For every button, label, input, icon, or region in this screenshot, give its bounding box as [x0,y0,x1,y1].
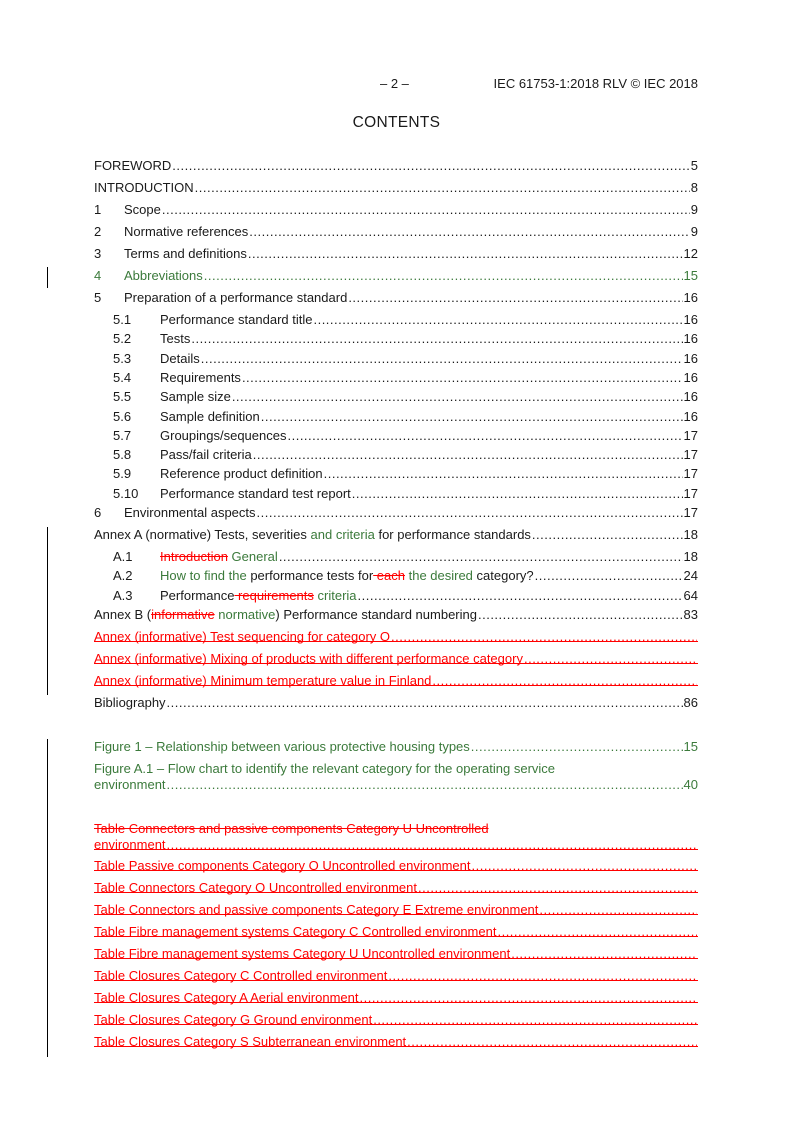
entry-text: environment [94,837,166,852]
entry-number: 1 [94,202,102,217]
dot-leader [478,607,683,623]
table-entry[interactable] [94,946,698,962]
table-entry[interactable] [94,902,698,918]
entry-text: Tests [160,331,191,346]
dot-leader [497,924,697,940]
page-ref: 16 [683,351,698,366]
page-ref: 8 [690,180,698,195]
entry-number: 5.7 [113,428,132,443]
dot-leader [532,527,683,543]
deleted-text: informative [151,607,215,622]
page-ref: 18 [683,527,698,542]
page-ref: 16 [683,409,698,424]
inserted-text: General [227,549,278,564]
entry-text: INTRODUCTION [94,180,194,195]
entry-title [94,880,417,896]
dot-leader [471,739,683,755]
entry-title [94,946,510,962]
toc-entry[interactable] [94,695,698,711]
entry-text: Table Connectors and passive components Category E Extreme environment [94,902,539,917]
entry-text: Table Closures Category G Ground environment [94,1012,373,1027]
page-ref: 15 [683,268,698,283]
entry-text: performance tests for [246,568,374,583]
entry-text: Reference product definition [160,466,323,481]
dot-leader [524,651,697,667]
toc-entry[interactable] [113,588,698,604]
figure-entry[interactable] [94,739,698,755]
entry-title [94,673,431,689]
dot-leader [391,629,697,645]
page-ref: 5 [690,158,698,173]
toc-entry[interactable] [113,370,698,386]
change-bar [47,739,48,1057]
dot-leader [242,370,683,386]
inserted-text: and criteria [310,527,375,542]
table-entry[interactable] [94,924,698,940]
page-ref: 18 [683,549,698,564]
inserted-text: criteria [313,588,357,603]
toc-entry[interactable] [113,312,698,328]
toc-entry[interactable] [113,447,698,463]
dot-leader [201,351,683,367]
entry-title [94,1012,372,1028]
toc-entry[interactable] [94,673,698,689]
entry-text: Performance standard test report [160,486,351,501]
toc-entry[interactable] [113,409,698,425]
toc-entry[interactable] [94,202,698,218]
table-entry[interactable] [94,880,698,896]
entry-text: for performance standards [374,527,531,542]
dot-leader [257,505,683,521]
entry-number: 5.9 [113,466,132,481]
toc-entry[interactable] [94,527,698,543]
toc-entry[interactable] [113,549,698,565]
figure-entry[interactable] [94,777,698,793]
dot-leader [167,777,683,793]
entry-title [94,924,496,940]
entry-title [160,312,312,328]
entry-text: Annex (informative) Mixing of products with different performance category [94,651,523,666]
entry-number: A.2 [113,568,133,583]
page-ref: 17 [683,447,698,462]
page-ref: 9 [690,202,698,217]
entry-text: Table Connectors Category O Uncontrolled environment [94,880,418,895]
entry-title [94,695,166,711]
entry-title [94,968,387,984]
dot-leader [172,158,689,174]
entry-text: environment [94,777,166,792]
entry-number: 4 [94,268,102,283]
dot-leader [287,428,682,444]
page-ref: 17 [683,486,698,501]
dot-leader [324,466,683,482]
page-ref: 17 [683,466,698,481]
entry-title [160,447,252,463]
dot-leader [535,568,683,584]
page-ref: 64 [683,588,698,603]
table-entry[interactable] [94,837,698,853]
entry-text: Preparation of a performance standard [124,290,348,305]
page-title: CONTENTS [352,114,441,131]
page-ref: 40 [683,777,698,792]
entry-number: A.1 [113,549,133,564]
entry-title [160,486,351,502]
dot-leader [348,290,682,306]
entry-number: 5.10 [113,486,139,501]
toc-entry[interactable] [94,158,698,174]
entry-text: Scope [124,202,161,217]
dot-leader [191,331,682,347]
entry-title [94,651,523,667]
entry-text: Sample definition [160,409,260,424]
dot-leader [232,389,683,405]
toc-entry[interactable] [113,389,698,405]
inserted-text: normative [214,607,276,622]
entry-number: 5.6 [113,409,132,424]
page-ref: 16 [683,370,698,385]
entry-text: Table Fibre management systems Category C Controlled environment [94,924,497,939]
dot-leader [407,1034,697,1050]
toc-entry[interactable] [113,331,698,347]
toc-entry[interactable] [94,290,698,306]
dot-leader [167,837,697,853]
toc-entry[interactable] [113,351,698,367]
entry-number: A.3 [113,588,133,603]
dot-leader [388,968,697,984]
toc-entry[interactable] [94,629,698,645]
entry-text: Table Closures Category C Controlled environment [94,968,388,983]
page-ref: 24 [683,568,698,583]
entry-title [160,568,534,584]
dot-leader [253,447,683,463]
page-ref: 9 [690,224,698,239]
page-ref: 16 [683,290,698,305]
entry-number: 5.4 [113,370,132,385]
toc-entry[interactable] [94,268,698,284]
entry-number: 5.3 [113,351,132,366]
entry-text: Annex B ( [94,607,152,622]
entry-title [160,389,231,405]
entry-title [160,351,200,367]
entry-text: Bibliography [94,695,166,710]
entry-text: Terms and definitions [124,246,247,261]
toc-entry[interactable] [94,246,698,262]
toc-entry[interactable] [113,428,698,444]
page-ref: 16 [683,389,698,404]
entry-number: 5.8 [113,447,132,462]
entry-number: 5.2 [113,331,132,346]
inserted-text: How to find the [160,568,247,583]
entry-text: Details [160,351,200,366]
entry-text: Performance standard title [160,312,313,327]
entry-title [160,409,260,425]
dot-leader [511,946,697,962]
change-bar [47,267,48,288]
toc-entry[interactable] [113,568,698,584]
document-reference: IEC 61753-1:2018 RLV © IEC 2018 [493,76,698,91]
entry-text: Annex (informative) Minimum temperature value in Finland [94,673,432,688]
entry-text: Annex A (normative) Tests, severities [94,527,311,542]
entry-text: Table Closures Category A Aerial environment [94,990,359,1005]
page-ref: 17 [683,505,698,520]
dot-leader [373,1012,697,1028]
entry-text: Environmental aspects [124,505,256,520]
entry-text: Table Fibre management systems Category U Uncontrolled environment [94,946,511,961]
entry-title [124,202,161,218]
figure-entry-line1[interactable]: Figure A.1 – Flow chart to identify the relevant category for the operating service [94,761,556,776]
change-bar [47,527,48,695]
dot-leader [261,409,683,425]
entry-title [160,549,278,565]
entry-title [160,370,241,386]
entry-number: 5 [94,290,102,305]
entry-text: Groupings/sequences [160,428,287,443]
dot-leader [432,673,697,689]
dot-leader [279,549,683,565]
entry-title [124,224,248,240]
dot-leader [195,180,690,196]
entry-text: Sample size [160,389,231,404]
entry-number: 3 [94,246,102,261]
table-entry-line1[interactable]: Table Connectors and passive components Category U Uncontrolled [94,821,489,836]
page-ref: 16 [683,331,698,346]
entry-title [94,858,470,874]
entry-title [124,290,347,306]
entry-title [94,739,470,755]
toc-entry[interactable] [94,180,698,196]
dot-leader [539,902,697,918]
entry-title [94,527,531,543]
entry-text: Normative references [124,224,249,239]
entry-title [94,837,166,853]
toc-entry[interactable] [94,607,698,623]
entry-text: Performance [160,588,235,603]
entry-text: Abbreviations [124,268,203,283]
page-number: – 2 – [380,76,409,91]
entry-text: Requirements [160,370,241,385]
entry-number: 5.5 [113,389,132,404]
deleted-text: each [373,568,405,583]
dot-leader [418,880,697,896]
deleted-text: requirements [234,588,314,603]
entry-number: 2 [94,224,102,239]
page-ref: 12 [683,246,698,261]
dot-leader [248,246,683,262]
entry-title [124,268,203,284]
entry-title [94,990,358,1006]
entry-text: ) Performance standard numbering [275,607,477,622]
entry-number: 5.1 [113,312,132,327]
entry-title [94,629,390,645]
entry-title [94,1034,406,1050]
page-ref: 86 [683,695,698,710]
dot-leader [204,268,683,284]
dot-leader [162,202,690,218]
dot-leader [359,990,697,1006]
entry-text: Figure 1 – Relationship between various protective housing types [94,739,470,754]
page-ref: 16 [683,312,698,327]
entry-text: Annex (informative) Test sequencing for category O [94,629,391,644]
table-entry[interactable] [94,1012,698,1028]
dot-leader [313,312,682,328]
table-entry[interactable] [94,968,698,984]
toc-entry[interactable] [94,505,698,521]
entry-number: 6 [94,505,102,520]
dot-leader [167,695,683,711]
table-entry[interactable] [94,858,698,874]
entry-text: category? [472,568,534,583]
deleted-text: Introduction [160,549,228,564]
dot-leader [352,486,683,502]
entry-title [94,180,194,196]
toc-entry[interactable] [94,224,698,240]
toc-entry[interactable] [113,486,698,502]
entry-title [124,505,256,521]
entry-title [124,246,247,262]
entry-title [94,902,538,918]
entry-text: Table Closures Category S Subterranean environment [94,1034,407,1049]
entry-title [160,466,323,482]
toc-entry[interactable] [113,466,698,482]
page-ref: 83 [683,607,698,622]
inserted-text: the desired [404,568,473,583]
entry-title [160,588,357,604]
table-entry[interactable] [94,1034,698,1050]
entry-title [160,428,286,444]
page-ref: 15 [683,739,698,754]
dot-leader [471,858,697,874]
table-entry[interactable] [94,990,698,1006]
entry-text: Pass/fail criteria [160,447,252,462]
dot-leader [249,224,689,240]
dot-leader [358,588,683,604]
toc-entry[interactable] [94,651,698,667]
entry-text: FOREWORD [94,158,172,173]
entry-title [94,777,166,793]
entry-text: Table Passive components Category O Uncontrolled environment [94,858,471,873]
page-ref: 17 [683,428,698,443]
entry-title [160,331,190,347]
entry-title [94,158,171,174]
entry-title [94,607,477,623]
